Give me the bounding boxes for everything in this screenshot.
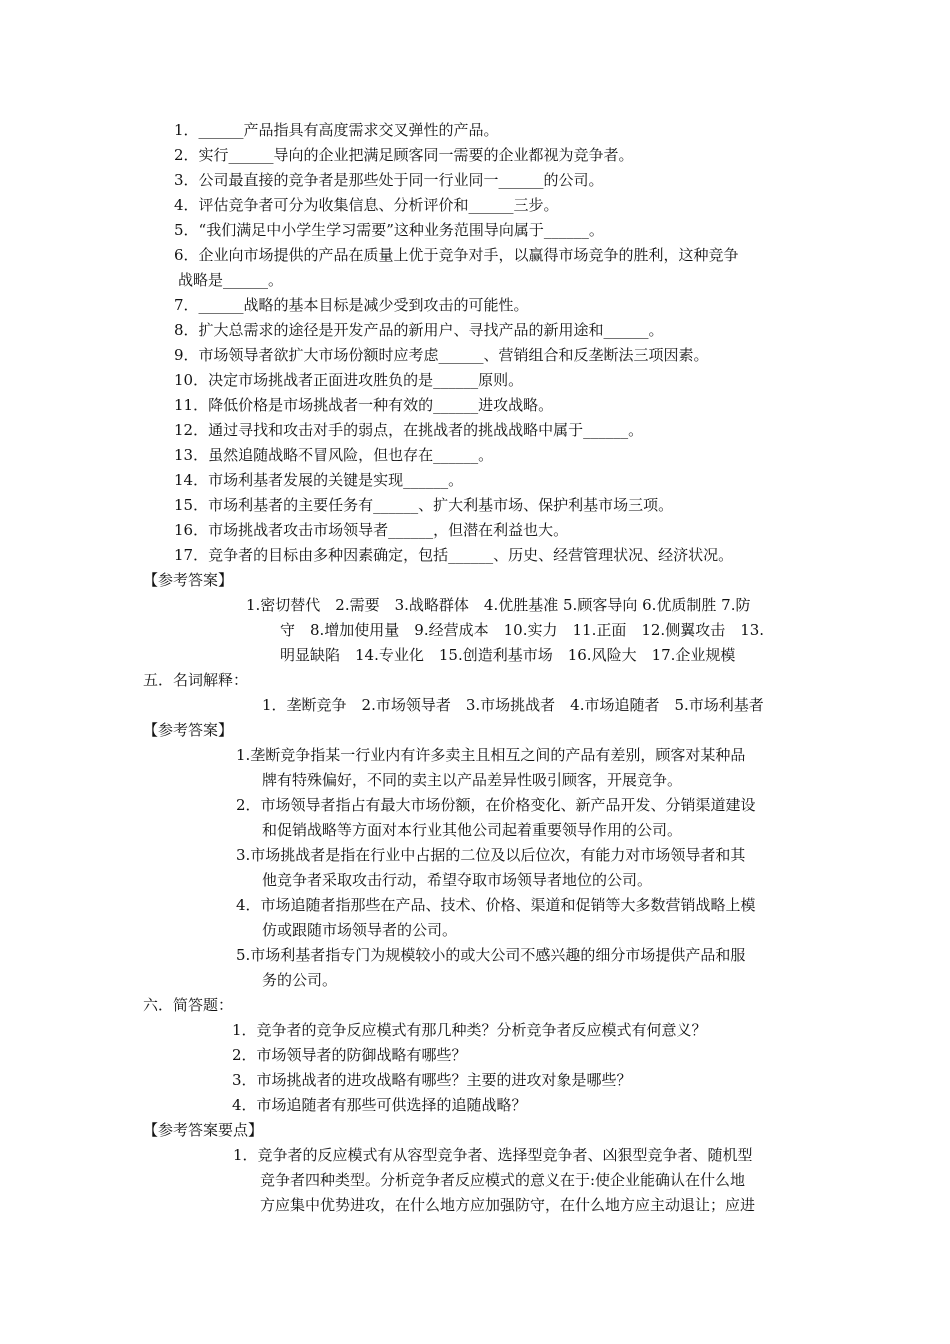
fill-blank-item: 7．______战略的基本目标是减少受到攻击的可能性。 — [174, 296, 529, 314]
answer-line: 1．竞争者的反应模式有从容型竞争者、选择型竞争者、凶狠型竞争者、随机型 — [233, 1146, 753, 1164]
fill-blank-item: 15．市场利基者的主要任务有______、扩大利基市场、保护利基市场三项。 — [174, 496, 674, 514]
fill-blank-item: 9．市场领导者欲扩大市场份额时应考虑______、营销组合和反垄断法三项因素。 — [174, 346, 709, 364]
fill-blank-item: 10．决定市场挑战者正面进攻胜负的是______原则。 — [174, 371, 524, 389]
definition-line: 2．市场领导者指占有最大市场份额，在价格变化、新产品开发、分销渠道建设 — [236, 796, 756, 814]
definition-line: 3.市场挑战者是指在行业中占据的二位及以后位次，有能力对市场领导者和其 — [236, 846, 746, 864]
short-question: 2．市场领导者的防御战略有哪些？ — [232, 1046, 467, 1064]
fill-blank-item: 13．虽然追随战略不冒风险，但也存在______。 — [174, 446, 494, 464]
short-question: 4．市场追随者有那些可供选择的追随战略？ — [232, 1096, 527, 1114]
section-title: 五．名词解释： — [143, 671, 249, 689]
short-question: 1．竞争者的竞争反应模式有那几种类？分析竞争者反应模式有何意义？ — [232, 1021, 707, 1039]
fill-blank-item: 8．扩大总需求的途径是开发产品的新用户、寻找产品的新用途和______。 — [174, 321, 664, 339]
fill-blank-item: 2．实行______导向的企业把满足顾客同一需要的企业都视为竞争者。 — [174, 146, 634, 164]
term-list: 1．垄断竞争 2.市场领导者 3.市场挑战者 4.市场追随者 5.市场利基者 — [262, 696, 764, 714]
answer-line: 竞争者四种类型。分析竞争者反应模式的意义在于:使企业能确认在什么地 — [260, 1171, 746, 1189]
definition-line: 4．市场追随者指那些在产品、技术、价格、渠道和促销等大多数营销战略上模 — [236, 896, 756, 914]
fill-blank-item: 16．市场挑战者攻击市场领导者______，但潜在利益也大。 — [174, 521, 569, 539]
fill-blank-item: 11．降低价格是市场挑战者一种有效的______进攻战略。 — [174, 396, 554, 414]
answer-header: 【参考答案】 — [143, 721, 234, 739]
answer-line: 方应集中优势进攻，在什么地方应加强防守，在什么地方应主动退让；应进 — [260, 1196, 756, 1214]
definition-line: 和促销战略等方面对本行业其他公司起着重要领导作用的公司。 — [262, 821, 683, 839]
fill-blank-item-continuation: 战略是______。 — [178, 271, 284, 289]
section-title: 六．简答题： — [143, 996, 234, 1014]
definition-line: 务的公司。 — [262, 971, 338, 989]
short-question: 3．市场挑战者的进攻战略有哪些？主要的进攻对象是哪些？ — [232, 1071, 632, 1089]
definition-line: 他竞争者采取攻击行动，希望夺取市场领导者地位的公司。 — [262, 871, 653, 889]
fill-blank-item: 1．______产品指具有高度需求交叉弹性的产品。 — [174, 121, 499, 139]
fill-blank-item: 17．竞争者的目标由多种因素确定，包括______、历史、经营管理状况、经济状况。 — [174, 546, 734, 564]
answer-header: 【参考答案】 — [143, 571, 234, 589]
answer-header: 【参考答案要点】 — [143, 1121, 264, 1139]
definition-line: 5.市场利基者指专门为规模较小的或大公司不感兴趣的细分市场提供产品和服 — [236, 946, 746, 964]
fill-blank-item: 12．通过寻找和攻击对手的弱点，在挑战者的挑战战略中属于______。 — [174, 421, 644, 439]
definition-line: 牌有特殊偏好，不同的卖主以产品差异性吸引顾客，开展竞争。 — [262, 771, 683, 789]
definition-line: 1.垄断竞争指某一行业内有许多卖主且相互之间的产品有差别，顾客对某种品 — [236, 746, 746, 764]
answer-line: 明显缺陷 14.专业化 15.创造利基市场 16.风险大 17.企业规模 — [280, 646, 736, 664]
answer-line: 守 8.增加使用量 9.经营成本 10.实力 11.正面 12.侧翼攻击 13. — [280, 621, 765, 639]
fill-blank-item: 14．市场利基者发展的关键是实现______。 — [174, 471, 464, 489]
fill-blank-item: 5．“我们满足中小学生学习需要”这种业务范围导向属于______。 — [174, 221, 604, 239]
fill-blank-item: 4．评估竞争者可分为收集信息、分析评价和______三步。 — [174, 196, 559, 214]
fill-blank-item: 3．公司最直接的竞争者是那些处于同一行业同一______的公司。 — [174, 171, 604, 189]
answer-line: 1.密切替代 2.需要 3.战略群体 4.优胜基准 5.顾客导向 6.优质制胜 7.防 — [246, 596, 751, 614]
definition-line: 仿或跟随市场领导者的公司。 — [262, 921, 458, 939]
fill-blank-item: 6．企业向市场提供的产品在质量上优于竞争对手，以赢得市场竞争的胜利，这种竞争 — [174, 246, 739, 264]
